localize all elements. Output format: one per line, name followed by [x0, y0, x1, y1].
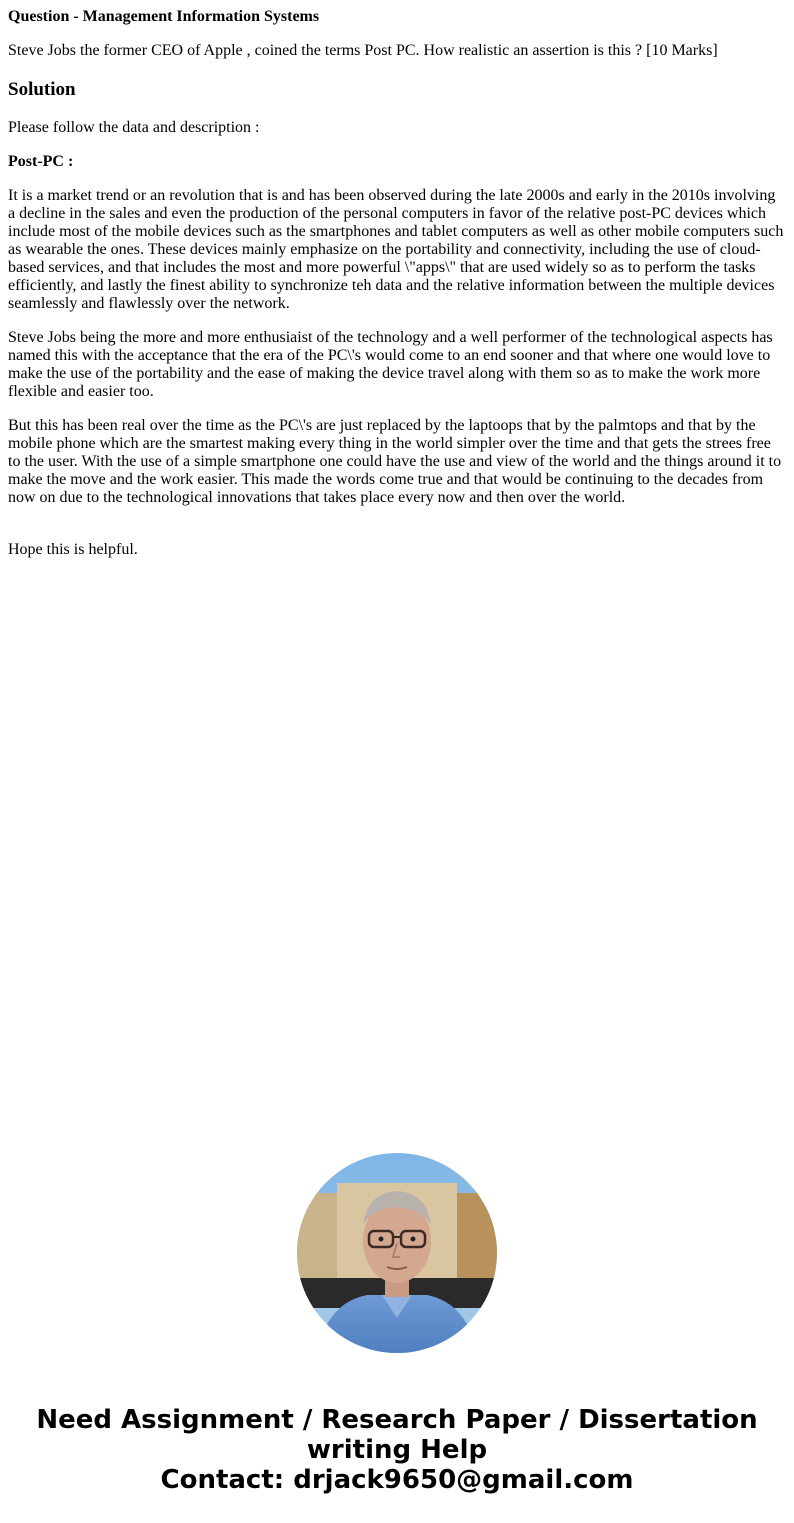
author-avatar	[297, 1153, 497, 1353]
promo-line: Need Assignment / Research Paper / Dissertation	[36, 1405, 758, 1435]
question-title: Question - Management Information Systems	[8, 8, 320, 25]
closing-remark: Hope this is helpful.	[8, 541, 138, 558]
solution-paragraph: But this has been real over the time as the PC\'s are just replaced by the laptoops that by the palmtops and that by the mobile phone which are the smartest making every thing in the world simpler over the time and that gets the strees free to the user. With the use of a simple smartphone one could have the use and view of the world and the things around it to make the move and the work easier. This made the words come true and that would be continuing to the decades from now on due to the technological innovations that takes place every now and then over the world.	[8, 417, 782, 506]
solution-heading: Solution	[8, 79, 76, 100]
promo-contact: Contact: drjack9650@gmail.com	[160, 1465, 634, 1495]
solution-intro: Please follow the data and description :	[8, 119, 260, 136]
question-text: Steve Jobs the former CEO of Apple , coined the terms Post PC. How realistic an assertion is this ? [10 Marks]	[8, 42, 718, 59]
solution-paragraph: Steve Jobs being the more and more enthusiaist of the technology and a well performer of the technological aspects has named this with the acceptance that the era of the PC\'s would come to an end sooner and that where one would love to make the use of the portability and the ease of making the device travel along with them so as to make the work more flexible and easier too.	[8, 329, 773, 400]
author-portrait	[297, 1153, 497, 1353]
promo-line: writing Help	[306, 1435, 488, 1465]
solution-paragraph: It is a market trend or an revolution that is and has been observed during the late 2000s and early in the 2010s involving a decline in the sales and even the production of the personal computers in favor of the relative post-PC devices which include most of the mobile devices such as the smartphones and tablet computers as well as other mobile computers such as wearable the ones. These devices mainly emphasize on the portability and connectivity, including the use of cloud-based services, and that includes the most and more powerful \"apps\" that are used widely so as to perform the tasks efficiently, and lastly the finest ability to synchronize teh data and the relative information between the multiple devices seamlessly and flawlessly over the network.	[8, 187, 784, 312]
solution-subheading: Post-PC :	[8, 153, 74, 170]
promo-banner	[0, 1405, 794, 1495]
